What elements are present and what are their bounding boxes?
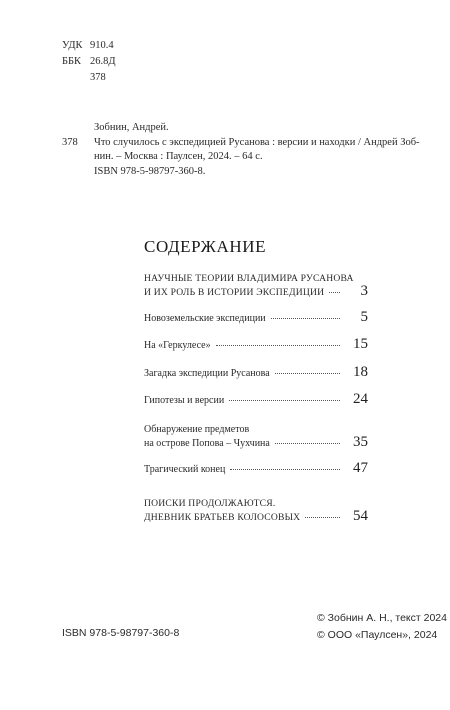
dot-leader <box>329 291 340 293</box>
toc-page-number: 3 <box>360 283 368 299</box>
toc-entry-title: Трагический конец <box>144 464 226 475</box>
bbk-row <box>62 54 116 70</box>
toc-page-number: 54 <box>353 508 368 524</box>
toc-entry-title: Загадка экспедиции Русанова <box>144 368 270 379</box>
toc-entry-title: НАУЧНЫЕ ТЕОРИИ ВЛАДИМИРА РУСАНОВА <box>144 273 354 284</box>
bib-line-2: нин. – Москва : Паулсен, 2024. – 64 с. <box>94 151 263 162</box>
toc-entry-title: ПОИСКИ ПРОДОЛЖАЮТСЯ. <box>144 498 276 509</box>
dot-leader <box>275 442 340 444</box>
bib-line-3-row <box>62 165 442 180</box>
dot-leader <box>275 372 340 374</box>
udk-label: УДК <box>62 40 83 51</box>
toc-page-number: 47 <box>353 460 368 476</box>
toc-page-number: 35 <box>353 434 368 450</box>
udk-row <box>62 38 116 54</box>
bib-author: Зобнин, Андрей. <box>94 122 169 133</box>
bib-mark: 378 <box>62 136 78 148</box>
toc-entry[interactable] <box>144 423 368 450</box>
toc-entry[interactable] <box>144 338 368 352</box>
author-mark: 378 <box>90 72 106 83</box>
toc-page-number: 15 <box>353 336 368 352</box>
toc-entry[interactable] <box>144 272 368 299</box>
toc-entry-title-cont: ДНЕВНИК БРАТЬЕВ КОЛОСОВЫХ <box>144 512 301 523</box>
toc-page-number: 18 <box>353 364 368 380</box>
author-mark-row <box>62 70 116 86</box>
toc-entry-title-cont: И ИХ РОЛЬ В ИСТОРИИ ЭКСПЕДИЦИИ <box>144 287 325 298</box>
bib-isbn: ISBN 978-5-98797-360-8. <box>94 165 206 177</box>
toc-entry[interactable] <box>144 393 368 407</box>
bib-title-line <box>62 136 442 151</box>
bbk-value: 26.8Д <box>90 56 116 67</box>
toc-entry[interactable] <box>144 311 368 325</box>
bbk-label: ББК <box>62 56 82 67</box>
toc-page-number: 24 <box>353 391 368 407</box>
toc-entry[interactable] <box>144 462 368 476</box>
copyright-block <box>317 610 447 644</box>
dot-leader <box>305 516 340 518</box>
contents-title: СОДЕРЖАНИЕ <box>144 237 267 256</box>
toc-page-number: 5 <box>360 309 368 325</box>
classification-block <box>62 38 116 86</box>
toc-entry-title: Гипотезы и версии <box>144 395 225 406</box>
bibliographic-record <box>62 121 442 179</box>
copyright-publisher: © ООО «Паулсен», 2024 <box>317 629 438 641</box>
udk-value: 910.4 <box>90 40 114 51</box>
dot-leader <box>230 468 340 470</box>
toc-entry-title: Новоземельские экспедиции <box>144 313 266 324</box>
isbn-footer: ISBN 978-5-98797-360-8 <box>62 627 180 639</box>
toc-entry-title: На «Геркулесе» <box>144 340 211 351</box>
copyright-author: © Зобнин А. Н., текст 2024 <box>317 612 447 624</box>
dot-leader <box>229 399 340 401</box>
dot-leader <box>271 317 340 319</box>
toc-entry[interactable] <box>144 366 368 380</box>
bib-line-2-row <box>62 150 442 165</box>
dot-leader <box>216 344 340 346</box>
bib-line-1: Что случилось с экспедицией Русанова : версии и находки / Андрей Зоб- <box>94 136 420 148</box>
toc-entry[interactable] <box>144 497 368 524</box>
toc-entry-title-cont: на острове Попова – Чухчина <box>144 438 270 449</box>
toc-entry-title: Обнаружение предметов <box>144 424 250 435</box>
